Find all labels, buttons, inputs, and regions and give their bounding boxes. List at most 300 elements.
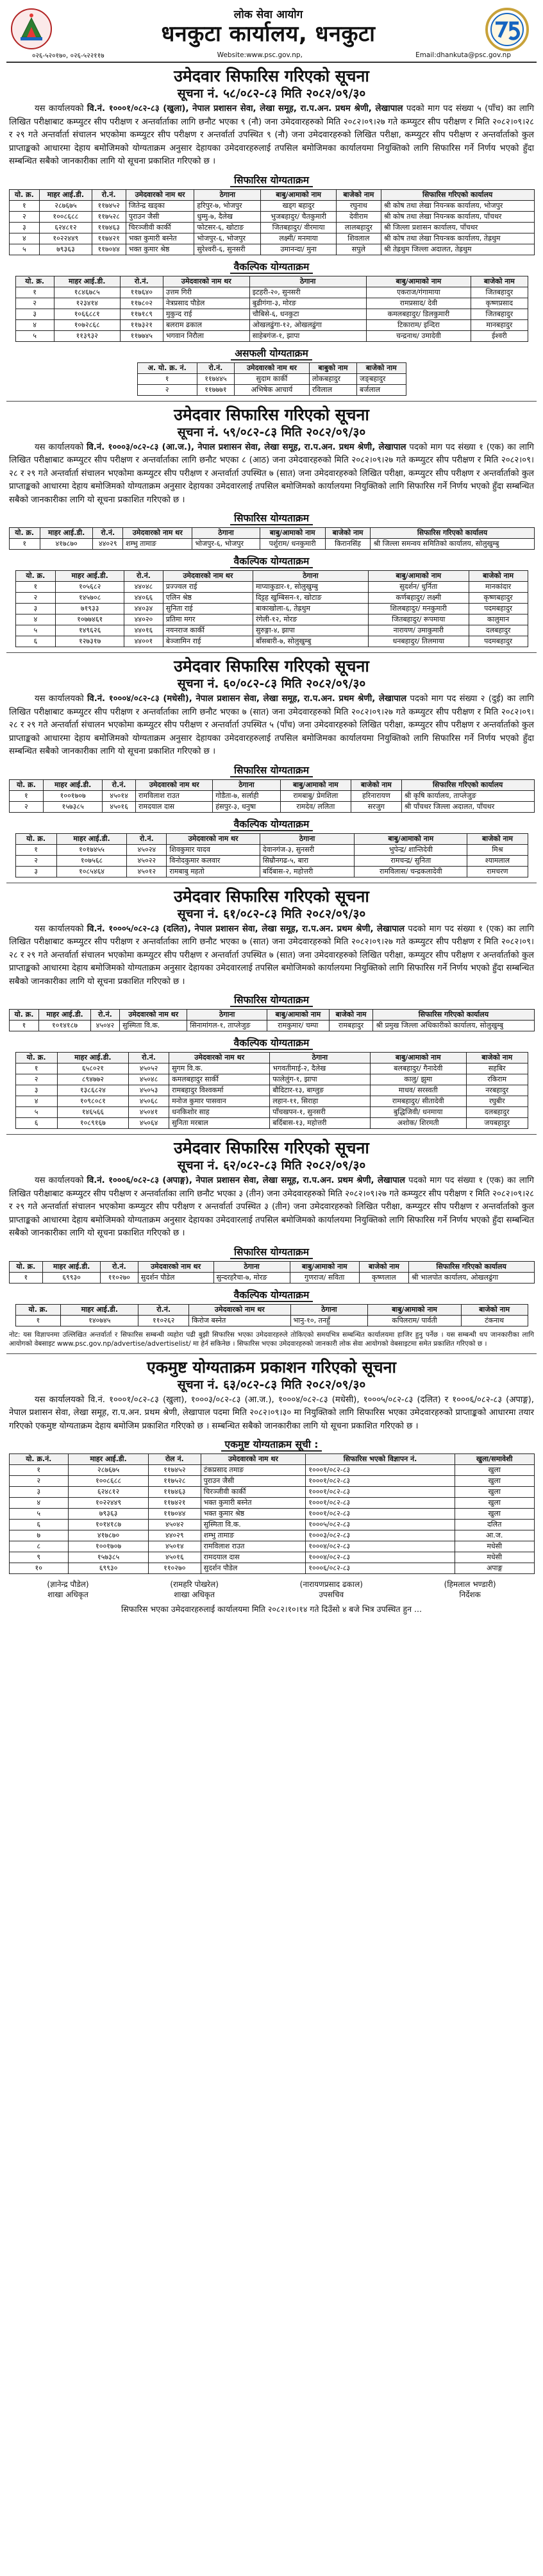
table-cell: ४५०५२: [129, 1063, 169, 1074]
table-cell: ११७६४०: [120, 287, 163, 298]
table-cell: १०१४१८७: [69, 1520, 149, 1530]
notice-body: यस कार्यालयको वि.नं. १०००४/०८२-८३ (मधेसी), नेपाल प्रशासन सेवा, लेखा समूह, रा.प.अन. प्रथम श्रेणी, लेखापाल पदको माग पद संख्या २ (दुई) का लागि लिखित परीक्षाबाट कम्प्युटर सीप परीक्षण र अन्तर्वार्ताका लागि छनौट भएका ७ (सात) जना उमेदवारहरुको मिति २०८२।०९।२७ गते कम्प्युटर सीप परीक्षण र मिति २०८२।०९।२८ र २९ गते अन्तर्वार्ता संचालन भएकोमा कम्प्युटर सीप परीक्षण र अन्तर्वार्ता उपस्थित ५ (पाँच) जना उमेदवारहरुको लिखित परीक्षा, कम्प्युटर सीप परीक्षण र अन्तर्वार्ताको कुल प्राप्ताङ्कको आधारमा देहाय बमोजिमको योग्यताक्रम अनुसार देहायका उमेदवारहरुलाई तपसिल बमोजिमका कार्यालयमा नियुक्तिको लागि सिफारिस गर्ने निर्णय भएको हुँदा सम्बन्धित सबैको जानकारीका लागि यो सूचना प्रकाशित गरिएको छ ।: [9, 694, 534, 756]
table-header-row: [9, 1010, 534, 1021]
column-header: सिफारिस गरिएको कार्यालय: [408, 1261, 534, 1272]
contact-line: [6, 51, 537, 60]
table-cell: १०००१/०८२-८३: [306, 1509, 455, 1520]
column-header: माहर आई.डी.: [56, 571, 124, 582]
table-cell: भुजबहादुर/ चैतकुमारी: [261, 211, 337, 222]
table-cell: ४४००१: [124, 636, 163, 647]
column-header: यो. क्र.नं.: [9, 1454, 69, 1465]
commission-name: लोक सेवा आयोग: [233, 8, 303, 21]
table-cell: १०००१/०८२-८३: [306, 1487, 455, 1498]
column-header: उमेदवारको नाम थर: [201, 1454, 306, 1465]
table-cell: ११७०४४: [148, 1509, 201, 1520]
column-header: माहर आई.डी.: [40, 189, 92, 200]
table-row: [15, 636, 528, 647]
column-header: रो.नं.: [101, 1261, 138, 1272]
table-cell: बर्दिबास-१३, महोत्तरी: [270, 1118, 370, 1129]
table-cell: ५: [15, 625, 56, 636]
signature-block: (ज्ञानेन्द्र पौडेल) शाखा अधिकृत: [47, 1580, 89, 1599]
column-header: रोल नं.: [148, 1454, 201, 1465]
table-row: [9, 1498, 534, 1509]
table-cell: ४५०१६: [148, 1552, 201, 1563]
notice-title: उमेदवार सिफारिस गरिएको सूचना: [174, 405, 369, 424]
table-cell: शिलबहादुर/ मनकुमारी: [368, 604, 469, 614]
column-header: यो. क्र.: [9, 1010, 39, 1021]
table-cell: ५: [9, 1509, 69, 1520]
column-header: बाबु/आमाको नाम: [260, 528, 325, 539]
notice-61: [6, 887, 537, 1130]
table-row: [9, 790, 534, 801]
column-header: सिफारिस गरिएको कार्यालय: [373, 1010, 534, 1021]
column-header: ठेगाना: [213, 779, 280, 790]
column-header: ठेगाना: [187, 1010, 267, 1021]
table-cell: ७: [9, 1530, 69, 1541]
column-header: ठेगाना: [249, 276, 366, 287]
table-cell: ११७५२८: [92, 211, 126, 222]
table-cell: शम्भु तामाङ: [123, 539, 192, 550]
signatures: [6, 1579, 537, 1600]
table-header-row: [9, 189, 534, 200]
table-row: [137, 384, 406, 395]
table-cell: १००१७०७: [69, 1541, 149, 1552]
table-cell: ११७४६३: [148, 1487, 201, 1498]
table-cell: ११७४५२: [148, 1465, 201, 1476]
column-header: यो. क्र.: [15, 1053, 57, 1063]
table-cell: २: [9, 211, 40, 222]
table-row: [9, 1272, 534, 1283]
table-cell: १: [9, 539, 40, 550]
table-cell: दलबहादुर: [469, 625, 528, 636]
table-cell: १०००५/०८२-८३: [306, 1520, 455, 1530]
table-cell: ४४०३४: [124, 604, 163, 614]
table-cell: अभिषेक आचार्य: [235, 384, 310, 395]
column-header: ठेगाना: [213, 1261, 290, 1272]
table-cell: १४६५६६: [57, 1107, 128, 1118]
table-row: [15, 866, 528, 877]
table-cell: इटहरी-२०, सुनसरी: [249, 287, 366, 298]
column-header: उमेदवारको नाम थर: [169, 1053, 270, 1063]
column-header: यो. क्र.: [9, 189, 40, 200]
table-cell: १०७७४६१: [56, 614, 124, 625]
column-header: रो.नं.: [127, 833, 167, 844]
column-header: बाजेको नाम: [466, 1053, 528, 1063]
column-header: सिफारिस गरिएको कार्यालय: [401, 779, 534, 790]
table-cell: फोटसर-६, खोटाङ: [194, 222, 261, 233]
table-cell: रामविलाश राउत: [136, 790, 213, 801]
table-cell: ओखलढुंगा-१२, ओखलढुंगा: [249, 319, 366, 330]
table-cell: एकराज/गंगामाया: [366, 287, 471, 298]
table-cell: चिरञ्जीवी कार्की: [201, 1487, 306, 1498]
notice-59: [6, 405, 537, 648]
table-cell: १४०७४५: [61, 1315, 138, 1326]
table-cell: पदमबहादुर: [469, 636, 528, 647]
table-cell: ७१९३३: [56, 604, 124, 614]
table-row: [9, 233, 534, 244]
incomplete-table: [137, 362, 406, 396]
column-header: बाजेको नाम: [351, 779, 401, 790]
table-cell: सिनामांगल-१, ताप्लेजुङ: [187, 1021, 267, 1031]
table-cell: दलबहादुर: [466, 1107, 528, 1118]
table-cell: ६: [15, 636, 56, 647]
table-cell: १००१७०७: [44, 790, 103, 801]
table-row: [15, 582, 528, 593]
table-cell: ४५०४८: [129, 1074, 169, 1085]
column-header: ठेगाना: [290, 1304, 368, 1315]
column-header: बाबु/आमाको नाम: [366, 276, 471, 287]
table-cell: ३: [9, 1487, 69, 1498]
table-cell: बाँसबारी-७, सोलुखुम्बु: [253, 636, 368, 647]
table-cell: भक्त कुमारी बस्नेत: [201, 1498, 306, 1509]
column-header: माहर आई.डी.: [39, 1010, 90, 1021]
table-cell: सुदर्शन/ धुर्निता: [368, 582, 469, 593]
table-cell: श्यामलाल: [467, 855, 528, 866]
table-cell: १००८६८८: [40, 211, 92, 222]
table-cell: भक्त कुमारी बस्नेत: [126, 233, 194, 244]
table-cell: मुकुन्द राई: [163, 309, 249, 319]
table-cell: १२७३१७: [56, 636, 124, 647]
table-cell: ४४०२०: [124, 614, 163, 625]
table-cell: रामदयाल दास: [201, 1552, 306, 1563]
table-cell: कृष्णलाल: [359, 1272, 408, 1283]
table-row: [15, 1118, 528, 1129]
table-cell: १०२२४४९: [40, 233, 92, 244]
table-cell: ४१७८७०: [69, 1530, 149, 1541]
merit-heading: सिफारिस योग्यताक्रम: [230, 765, 313, 777]
table-cell: श्री जिल्ला समन्वय समितिको कार्यालय, सोलुखुम्बु: [371, 539, 534, 550]
table-cell: २८७६७५: [40, 200, 92, 211]
table-cell: विनोदकुमार कलवार: [167, 855, 260, 866]
table-cell: मधेसी: [455, 1541, 534, 1552]
notice-body: यस कार्यालयको वि.नं. १०००६/०८२-८३ (अपाङ्ग), नेपाल प्रशासन सेवा, लेखा समूह, रा.प.अन. प्रथम श्रेणी, लेखापाल पदको माग पद संख्या १ (एक) का लागि लिखित परीक्षाबाट कम्प्युटर सीप परीक्षण र अन्तर्वार्ताका लागि छनौट भएका ३ (तीन) जना उमेदवारहरुको मिति २०८२।०९।२७ गते कम्प्युटर सीप परीक्षण र मिति २०८२।०९।२८ र २९ गते अन्तर्वार्ता संचालन भएकोमा कम्प्युटर सीप परीक्षण र अन्तर्वार्ता उपस्थित ३ (तीन) जना उमेदवारहरुको लिखित परीक्षा, कम्प्युटर सीप परीक्षण र अन्तर्वार्ताको कुल प्राप्ताङ्कको आधारमा देहाय बमोजिमको योग्यताक्रम अनुसार देहायका उमेदवारलाई तपसिल बमोजिमको कार्यालयमा नियुक्तिको लागि सिफारिस गर्ने निर्णय भएको हुँदा सम्बन्धित सबैको जानकारीका लागि यो सूचना प्रकाशित गरिएको छ ।: [9, 1176, 534, 1238]
table-cell: टंकनाथ: [461, 1315, 528, 1326]
table-cell: १: [15, 582, 56, 593]
table-cell: खुला: [455, 1465, 534, 1476]
column-header: माहर आई.डी.: [69, 1454, 149, 1465]
table-cell: ४५०५३: [129, 1085, 169, 1096]
column-header: माहर आई.डी.: [57, 1053, 128, 1063]
column-header: रो.नं.: [120, 276, 163, 287]
table-cell: १: [15, 1315, 61, 1326]
table-cell: श्री भालपोत कार्यालय, ओखलढुंगा: [408, 1272, 534, 1283]
table-cell: १०००३/०८२-८३: [306, 1530, 455, 1541]
column-header: माहर आई.डी.: [40, 528, 93, 539]
table-cell: सुस्मिता वि.क.: [120, 1021, 187, 1031]
table-cell: जितबहादुर/ रूपमाया: [368, 614, 469, 625]
table-cell: जितबहादुर: [471, 287, 528, 298]
table-cell: बौदिटार-१३, बाग्लुङ: [270, 1085, 370, 1096]
alternate-table: [15, 570, 528, 647]
table-cell: खुला: [455, 1476, 534, 1487]
table-cell: १०७२८६८: [54, 319, 120, 330]
table-cell: ईश्वरी: [471, 330, 528, 341]
column-header: माहर आई.डी.: [61, 1304, 138, 1315]
table-cell: ७९३६३: [69, 1509, 149, 1520]
table-row: [9, 1520, 534, 1530]
table-cell: ६९९३०: [43, 1272, 101, 1283]
table-header-row: [15, 1053, 528, 1063]
table-cell: २: [137, 384, 197, 395]
anniversary-badge-icon: [481, 6, 533, 53]
table-cell: भानु-१०, तनहुँ: [290, 1315, 368, 1326]
table-cell: ४५०१४: [103, 790, 136, 801]
table-cell: भगवतीमाई-२, दैलेख: [270, 1063, 370, 1074]
column-header: सिफारिस गरिएको कार्यालय: [371, 528, 534, 539]
table-cell: रामदेव/ ललिता: [280, 801, 351, 812]
table-cell: ५: [15, 330, 54, 341]
table-row: [9, 1552, 534, 1563]
column-header: रो.नं.: [124, 571, 163, 582]
table-row: [9, 1530, 534, 1541]
table-cell: १०१४१८७: [39, 1021, 90, 1031]
table-cell: ७९३६३: [40, 244, 92, 255]
table-cell: धनकिशोर साह: [169, 1107, 270, 1118]
table-cell: बर्जलाल: [356, 384, 406, 395]
table-cell: १: [9, 1021, 39, 1031]
table-cell: २: [9, 1476, 69, 1487]
merit-heading: सिफारिस योग्यताक्रम: [230, 174, 313, 187]
column-header: बाबु/आमाको नाम: [368, 571, 469, 582]
notice-number: सूचना नं. ६१/०८२-८३ मिति २०८२/०९/३०: [177, 906, 366, 921]
table-cell: श्री कोष तथा लेखा नियन्त्रक कार्यालय, तेह्रथुम: [381, 233, 534, 244]
table-cell: १००८६८८: [69, 1476, 149, 1487]
table-cell: श्री कोष तथा लेखा नियन्त्रक कार्यालय, भोजपुर: [381, 200, 534, 211]
table-cell: भोजपुर-६, भोजपुर: [192, 539, 260, 550]
column-header: बाजेको नाम: [359, 1261, 408, 1272]
notice-title: उमेदवार सिफारिस गरिएको सूचना: [174, 886, 369, 906]
table-row: [15, 844, 528, 855]
column-header: बाबु/आमाको नाम: [368, 1304, 461, 1315]
table-cell: जितबहादुर: [471, 309, 528, 319]
table-cell: खुला: [455, 1509, 534, 1520]
table-cell: कृष्णबहादुर: [469, 593, 528, 604]
notice-title: उमेदवार सिफारिस गरिएको सूचना: [174, 657, 369, 675]
merit-table: [9, 527, 535, 550]
table-cell: ६: [9, 1520, 69, 1530]
table-row: [15, 604, 528, 614]
table-cell: ११७०४४: [92, 244, 126, 255]
column-header: माहर आई.डी.: [44, 779, 103, 790]
table-cell: १४५७०८: [56, 593, 124, 604]
table-header-row: [9, 1454, 534, 1465]
column-header: यो. क्र.: [15, 1304, 61, 1315]
notice-number: सूचना नं. ५९/०८२-८३ मिति २०८२/०९/३०: [177, 425, 366, 439]
table-header-row: [15, 1304, 528, 1315]
table-row: [9, 1476, 534, 1487]
table-cell: सुगम वि.क.: [169, 1063, 270, 1074]
column-header: उमेदवारको नाम थर: [235, 362, 310, 373]
table-row: [15, 614, 528, 625]
alternate-heading: वैकल्पिक योग्यताक्रम: [230, 1037, 313, 1050]
table-cell: ११७४४५: [197, 373, 234, 384]
table-cell: ४: [9, 233, 40, 244]
column-header: बाबु/आमाको नाम: [355, 833, 467, 844]
column-header: बाबु/आमाको नाम: [261, 189, 337, 200]
table-cell: श्री पाँचथर जिल्ला अदालत, पाँचथर: [401, 801, 534, 812]
table-row: [9, 801, 534, 812]
table-cell: जयबहादुर: [466, 1118, 528, 1129]
table-cell: पुराउन जैसी: [126, 211, 194, 222]
table-cell: भगवान निरौला: [163, 330, 249, 341]
column-header: रो.नं.: [93, 528, 123, 539]
table-cell: ४: [15, 319, 54, 330]
table-cell: रकिराम: [466, 1074, 528, 1085]
column-header: यो. क्र.: [9, 528, 40, 539]
table-row: [9, 200, 534, 211]
column-header: उमेदवारको नाम थर: [123, 528, 192, 539]
column-header: ठेगाना: [270, 1053, 370, 1063]
table-cell: २: [15, 1074, 57, 1085]
table-cell: ४४०२९: [148, 1530, 201, 1541]
merit-table: [9, 189, 535, 255]
table-row: [9, 1563, 534, 1574]
table-cell: सुदर्शन पौडेल: [201, 1563, 306, 1574]
notice-58: [6, 67, 537, 396]
table-cell: चन्द्रनाथ/ उमादेवी: [366, 330, 471, 341]
table-cell: रामबाबु/ प्रेमशिला: [280, 790, 351, 801]
column-header: ठेगाना: [194, 189, 261, 200]
column-header: उमेदवारको नाम थर: [167, 833, 260, 844]
notice-title: एकमुष्ट योग्यताक्रम प्रकाशन गरिएको सूचना: [147, 1357, 396, 1377]
column-header: माहर आई.डी.: [43, 1261, 101, 1272]
notice-title: उमेदवार सिफारिस गरिएको सूचना: [174, 1139, 369, 1157]
column-header: यो. क्र.: [15, 276, 54, 287]
table-cell: रामविलास/ चन्द्रकलादेवी: [355, 866, 467, 877]
table-cell: ११०२६२: [138, 1315, 189, 1326]
table-row: [15, 319, 528, 330]
table-cell: ४५०४२: [90, 1021, 119, 1031]
table-cell: रामप्रसाद/ देवी: [366, 298, 471, 309]
table-cell: ४४०४८: [124, 582, 163, 593]
table-cell: हरिनारायण: [351, 790, 401, 801]
table-cell: १०६६८८१: [54, 309, 120, 319]
table-cell: श्री प्रमुख जिल्ला अधिकारीको कार्यालय, सोलुखुम्बु: [373, 1021, 534, 1031]
consolidated-heading: एकमुष्ट योग्यताक्रम सूची :: [221, 1439, 322, 1452]
merit-heading: सिफारिस योग्यताक्रम: [230, 994, 313, 1007]
table-cell: माधव/ सरस्वती: [370, 1085, 466, 1096]
incomplete-heading: असफली योग्यताक्रम: [231, 348, 312, 360]
table-cell: १३८६८२४: [57, 1085, 128, 1096]
table-cell: रामदयाल दास: [136, 801, 213, 812]
table-row: [9, 539, 534, 550]
column-header: बाजेको नाम: [356, 362, 406, 373]
table-cell: रामबहादुर: [329, 1021, 373, 1031]
table-cell: ६२४८१२: [69, 1487, 149, 1498]
table-cell: हरिपुर-७, भोजपुर: [194, 200, 261, 211]
merit-heading: सिफारिस योग्यताक्रम: [230, 513, 313, 525]
table-cell: मधेसी: [455, 1552, 534, 1563]
table-cell: ११३९३२: [54, 330, 120, 341]
table-row: [15, 1074, 528, 1085]
table-cell: श्री तेह्रथुम जिल्ला अदालत, तेह्रथुम: [381, 244, 534, 255]
table-cell: ११७७७१: [197, 384, 234, 395]
table-cell: ४५०६८: [129, 1096, 169, 1107]
signature-block: (रामहरि पोखरेल) शाखा अधिकृत: [170, 1580, 219, 1599]
notice-60: [6, 657, 537, 877]
table-cell: किरोज बस्नेत: [189, 1315, 290, 1326]
column-header: अ. यो. क्र. नं.: [137, 362, 197, 373]
table-row: [9, 1487, 534, 1498]
column-header: यो. क्र.: [9, 779, 44, 790]
table-row: [137, 373, 406, 384]
column-header: उमेदवारको नाम थर: [163, 276, 249, 287]
table-cell: ६९९३०: [69, 1563, 149, 1574]
table-cell: २: [15, 298, 54, 309]
table-cell: धुम्मु-७, दैलेख: [194, 211, 261, 222]
phone-text: ०२६-५२०१७०, ०२६-५२२११७: [32, 52, 104, 60]
column-header: माहर आई.डी.: [56, 833, 127, 844]
column-header: यो. क्र.: [15, 571, 56, 582]
alternate-heading: वैकल्पिक योग्यताक्रम: [230, 1289, 313, 1302]
table-cell: ११७४२१: [92, 233, 126, 244]
letterhead: [6, 5, 537, 63]
section-divider: [6, 1353, 537, 1354]
column-header: ठेगाना: [260, 833, 354, 844]
table-cell: कर्णबहादुर/ लक्ष्मी: [368, 593, 469, 604]
table-cell: उत्तम गिरी: [163, 287, 249, 298]
column-header: बाजेको नाम: [471, 276, 528, 287]
table-cell: खुला: [455, 1487, 534, 1498]
table-cell: लालबहादुर: [336, 222, 381, 233]
table-cell: जङ्बहादुर: [356, 373, 406, 384]
table-cell: ६२४८१२: [40, 222, 92, 233]
merit-table: [9, 1261, 535, 1284]
notice-title: उमेदवार सिफारिस गरिएको सूचना: [174, 67, 369, 85]
table-cell: शिवकुमार यादव: [167, 844, 260, 855]
column-header: उमेदवारको नाम थर: [189, 1304, 290, 1315]
table-cell: रघुनाथ: [336, 200, 381, 211]
table-row: [15, 298, 528, 309]
table-cell: ११७७४५: [120, 330, 163, 341]
table-cell: ११७८०२: [120, 298, 163, 309]
table-cell: ६: [15, 1118, 57, 1129]
table-cell: रघुबीर: [466, 1096, 528, 1107]
table-cell: ११०२७०: [101, 1272, 138, 1283]
table-cell: श्री कोष तथा लेखा नियन्त्रक कार्यालय, पाँचथर: [381, 211, 534, 222]
table-cell: ९: [9, 1552, 69, 1563]
table-row: [15, 593, 528, 604]
table-cell: १: [137, 373, 197, 384]
table-cell: अपाङ्ग: [455, 1563, 534, 1574]
section-divider: [6, 401, 537, 402]
table-cell: ४: [9, 1498, 69, 1509]
table-cell: शिवलाल: [336, 233, 381, 244]
table-cell: ४५०१४: [148, 1541, 201, 1552]
table-cell: देवानगंज-३, सुनसरी: [260, 844, 354, 855]
column-header: यो. क्र.: [9, 1261, 43, 1272]
table-cell: ४४०२९: [93, 539, 123, 550]
table-cell: १२३४१४: [54, 298, 120, 309]
table-cell: ११७४२१: [148, 1498, 201, 1509]
table-cell: रामकुमार/ चम्पा: [267, 1021, 329, 1031]
column-header: रो.नं.: [103, 779, 136, 790]
table-cell: १: [9, 1272, 43, 1283]
column-header: यो. क्र.: [15, 833, 56, 844]
column-header: बाबु/आमाको नाम: [267, 1010, 329, 1021]
alternate-table: [15, 1304, 528, 1326]
table-cell: ३: [9, 222, 40, 233]
table-cell: ४५०२४: [127, 844, 167, 855]
table-cell: धनबहादुर/ तिलमाया: [368, 636, 469, 647]
table-cell: नारायण/ उमाकुमारी: [368, 625, 469, 636]
table-cell: १०: [9, 1563, 69, 1574]
table-cell: १: [9, 1465, 69, 1476]
table-cell: ४५०४१: [129, 1107, 169, 1118]
table-cell: ११७३२१: [120, 319, 163, 330]
column-header: बाबु/आमाको नाम: [370, 1053, 466, 1063]
table-cell: १०८९१६७: [57, 1118, 128, 1129]
